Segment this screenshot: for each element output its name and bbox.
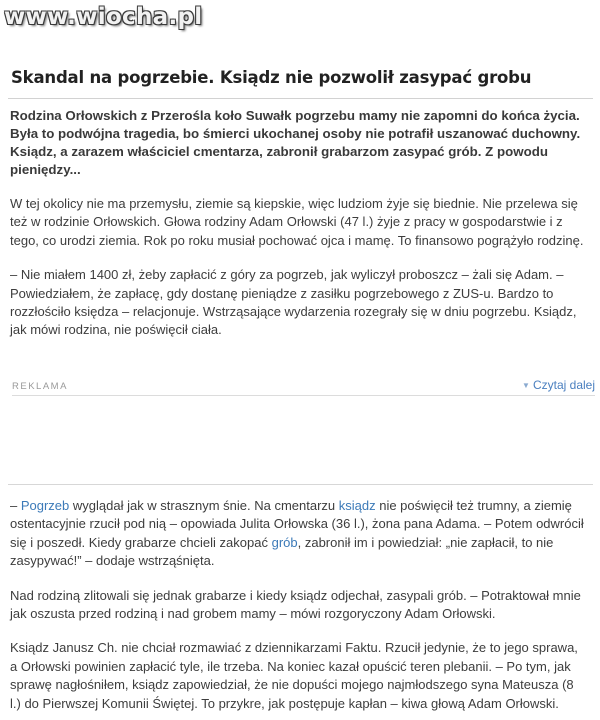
article-paragraph-2: – Nie miałem 1400 zł, żeby zapłacić z góry za pogrzeb, jak wyliczył proboszcz – żali się Adam. – Powiedziałem, że zapłacę, gdy dostanę pieniądze z zasiłku pogrzebowego z ZUS-u. Bardzo to rozzłościło księdza – relacjonuje. Wstrząsające wydarzenia rozegrały się w dniu pogrzebu. Ksiądz, jak mówi rodzina, nie poświęcił ciała. — [10, 267, 577, 338]
p3-text-4: , zabronił im i powiedział: „nie zapłacił, to nie zasypywać!” – dodaje wstrząśnięta. — [10, 534, 554, 569]
read-more-link[interactable] — [522, 378, 595, 392]
article-paragraph-5: Ksiądz Janusz Ch. nie chciał rozmawiać z dziennikarzami Faktu. Rzucił jedynie, że to jego sprawa, a Orłowski powinien zapłacić tyle, ile trzeba. Na koniec kazał opuścić teren plebanii. – Po tym, jak sprawę nagłośniłem, ksiądz zapowiedział, że nie dopuści mojego najmłodszego syna Mateusza (8 l.) do Pierwszej Komunii Świętej. To przykre, jak postępuje kapłan – kiwa głową Adam Orłowski. — [10, 640, 578, 711]
site-watermark-logo: www.wiocha.pl — [4, 4, 203, 30]
p3-text-3: nie poświęcił też trumny, a ziemię ostentacyjnie rzucił pod nią – opowiada Julita Orłowska (36 l.), żona pana Adama. – Potem odwrócił się i poszedł. Kiedy grabarze chcieli zakopać — [10, 498, 584, 550]
article-title: Skandal na pogrzebie. Ksiądz nie pozwolił zasypać grobu — [11, 68, 532, 87]
article-paragraph-4: Nad rodziną zlitowali się jednak grabarze i kiedy ksiądz odjechał, zasypali grób. – Potraktował mnie jak oszusta przed rodziną i nad grobem mamy – mówi rozgoryczony Adam Orłowski. — [10, 587, 581, 622]
article-lead: Rodzina Orłowskich z Przerośla koło Suwałk pogrzebu mamy nie zapomni do końca życia. Była to podwójna tragedia, bo śmierci ukochanej osoby nie potrafił uszanować duchowny. Ksiądz, a zarazem właściciel cmentarza, zabronił grabarzom zasypać grób. Z powodu pieniędzy... — [10, 108, 581, 177]
keyword-link-ksiadz[interactable]: ksiądz — [338, 498, 376, 513]
ad-label: REKLAMA — [12, 381, 68, 392]
read-more-label: Czytaj dalej — [532, 378, 595, 392]
p3-text-2: wyglądał jak w strasznym śnie. Na cmentarzu — [69, 498, 339, 513]
chevron-down-icon: ▼ — [522, 381, 530, 390]
article-main — [8, 62, 593, 340]
advertisement-bar — [12, 378, 595, 398]
keyword-link-pogrzeb[interactable]: Pogrzeb — [20, 498, 70, 513]
article-continuation — [8, 484, 593, 713]
ad-divider — [12, 395, 595, 396]
continuation-divider — [8, 484, 593, 485]
keyword-link-grob[interactable]: grób — [271, 534, 298, 550]
article-paragraph-1: W tej okolicy nie ma przemysłu, ziemie są kiepskie, więc ludziom żyje się biednie. Nie przelewa się też w rodzinie Orłowskich. Głowa rodziny Adam Orłowski (47 l.) żyje z pracy w gospodarstwie i z tego, co urodzi ziemia. Rok po roku musiał pochować ojca i mamę. To finansowo pogrążyło rodzinę. — [10, 196, 584, 248]
title-divider — [8, 98, 593, 99]
p3-text-1: – — [10, 498, 21, 513]
article-paragraph-3 — [10, 497, 588, 571]
